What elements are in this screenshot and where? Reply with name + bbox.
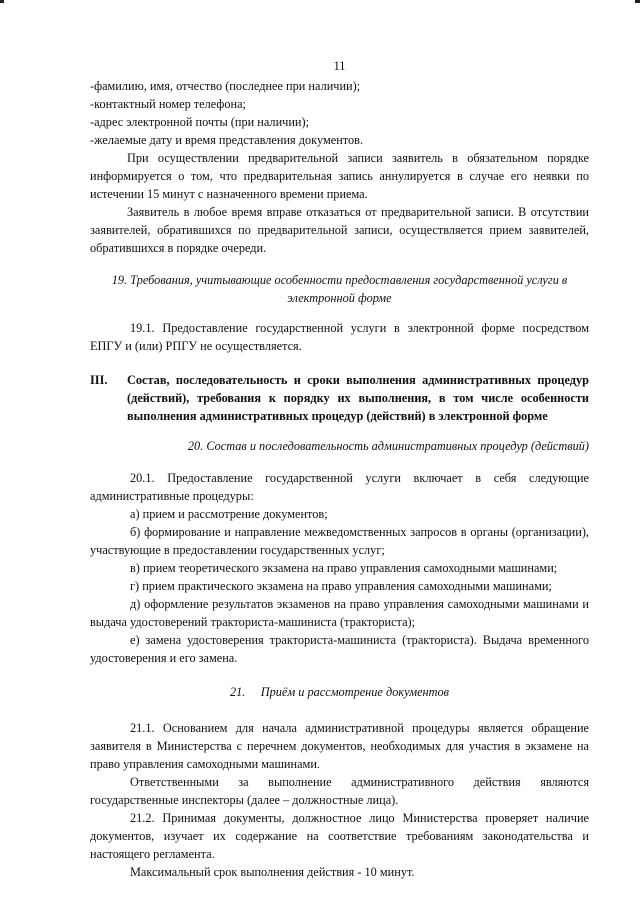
list-item: -адрес электронной почты (при наличии);: [90, 115, 310, 129]
subsection-heading-19: 19. Требования, учитывающие особенности предоставления государственной услуги в электронной форме: [111, 273, 568, 305]
list-item: е) замена удостоверения тракториста-машиниста (тракториста). Выдача временного удостоверения и его замена.: [90, 633, 589, 665]
paragraph: 20.1. Предоставление государственной услуги включает в себя следующие административные процедуры:: [90, 471, 589, 503]
document-page: [90, 57, 589, 881]
scan-corner-mark-left: [0, 0, 4, 3]
paragraph: Максимальный срок выполнения действия - 10 минут.: [130, 865, 415, 879]
paragraph: 21.1. Основанием для начала административной процедуры является обращение заявителя в Министерства с перечнем документов, необходимых для участия в экзамене на право управления самоходными машинами.: [90, 721, 589, 771]
subsection-heading-21: 21. Приём и рассмотрение документов: [229, 685, 450, 699]
scan-corner-mark-right: [635, 0, 640, 3]
list-item: в) прием теоретического экзамена на право управления самоходными машинами;: [130, 561, 558, 575]
page-number: 11: [333, 59, 346, 73]
list-item: -фамилию, имя, отчество (последнее при наличии);: [90, 79, 361, 93]
paragraph: 21.2. Принимая документы, должностное лицо Министерства проверяет наличие документов, изучает их содержание на соответствие требованиям законодательства и настоящего регламента.: [90, 811, 589, 861]
paragraph: 19.1. Предоставление государственной услуги в электронной форме посредством ЕПГУ и (или) РПГУ не осуществляется.: [90, 321, 589, 353]
section-title: Состав, последовательность и сроки выполнения административных процедур (действий), требования к порядку их выполнения, в том числе особенности выполнения административных процедур (действий) в электронной форме: [127, 373, 589, 423]
section-heading-III: [90, 371, 589, 425]
list-item: -желаемые дату и время представления документов.: [90, 133, 364, 147]
paragraph: При осуществлении предварительной записи заявитель в обязательном порядке информируется о том, что предварительная запись аннулируется в случае его неявки по истечении 15 минут с назначенного времени приема.: [90, 151, 589, 201]
list-item: б) формирование и направление межведомственных запросов в органы (организации), участвующие в предоставлении государственных услуг;: [90, 525, 589, 557]
list-item: г) прием практического экзамена на право управления самоходными машинами;: [130, 579, 552, 593]
paragraph: Заявитель в любое время вправе отказаться от предварительной записи. В отсутствии заявителей, обратившихся по предварительной записи, осуществляется прием заявителей, обратившихся в порядке очереди.: [90, 205, 589, 255]
subsection-heading-20: 20. Состав и последовательность административных процедур (действий): [187, 439, 589, 453]
section-number: III.: [90, 373, 108, 387]
list-item: -контактный номер телефона;: [90, 97, 246, 111]
paragraph: Ответственными за выполнение административного действия являются государственные инспекторы (далее – должностные лица).: [90, 775, 589, 807]
list-item: а) прием и рассмотрение документов;: [130, 507, 328, 521]
list-item: д) оформление результатов экзаменов на право управления самоходными машинами и выдача удостоверений тракториста-машиниста (тракториста);: [90, 597, 589, 629]
